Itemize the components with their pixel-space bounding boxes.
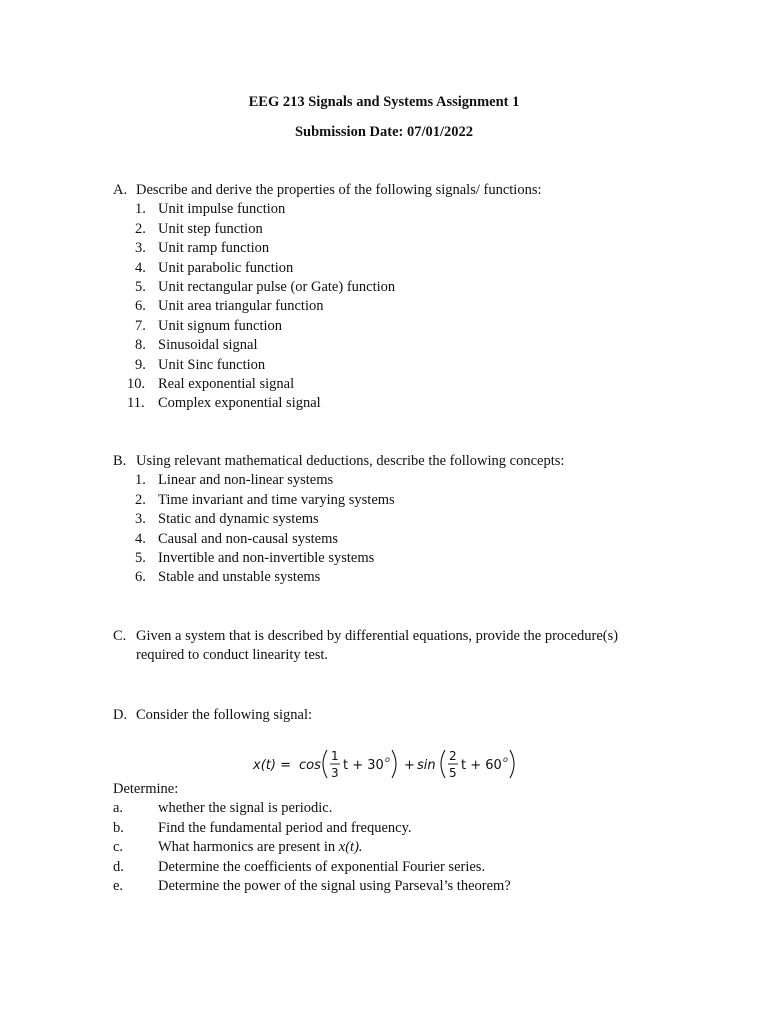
list-item bbox=[113, 530, 673, 549]
list-item bbox=[113, 375, 673, 394]
section-a-prompt: Describe and derive the properties of the following signals/ functions: bbox=[136, 182, 542, 198]
section-a bbox=[113, 181, 673, 414]
section-c-heading bbox=[113, 627, 673, 666]
item-text: Linear and non-linear systems bbox=[158, 472, 334, 489]
item-text: whether the signal is periodic. bbox=[158, 800, 333, 817]
frac2-numerator: 2 bbox=[449, 749, 457, 763]
equation-sin: sin bbox=[417, 758, 436, 773]
item-text: Real exponential signal bbox=[158, 376, 295, 393]
item-text: Unit area triangular function bbox=[158, 298, 324, 315]
section-c-prompt-line1: Given a system that is described by differential equations, provide the procedure(s) bbox=[136, 628, 619, 644]
section-d-letter: D. bbox=[113, 707, 128, 723]
list-item bbox=[113, 317, 673, 336]
list-item bbox=[113, 838, 673, 857]
list-item bbox=[113, 877, 673, 896]
item-letter: d. bbox=[113, 858, 124, 875]
item-text: Sinusoidal signal bbox=[158, 337, 258, 354]
equation-graphic bbox=[249, 744, 519, 784]
item-text: Unit Sinc function bbox=[158, 356, 266, 373]
determine-label: Determine: bbox=[113, 781, 179, 797]
submission-date: Submission Date: 07/01/2022 bbox=[294, 124, 474, 140]
item-text-italic: x(t). bbox=[338, 839, 363, 856]
section-b-heading bbox=[113, 452, 673, 471]
list-item bbox=[113, 510, 673, 529]
list-item bbox=[113, 259, 673, 278]
equation-cos: cos bbox=[299, 758, 321, 773]
item-text: Unit step function bbox=[158, 220, 263, 237]
term1-rest: t + 30 bbox=[343, 758, 384, 773]
list-item bbox=[113, 549, 673, 568]
section-c-prompt-line2: required to conduct linearity test. bbox=[136, 647, 329, 664]
item-number: 3. bbox=[135, 511, 146, 528]
section-a-heading bbox=[113, 181, 673, 200]
item-text: Unit impulse function bbox=[158, 201, 286, 218]
equation-plus: + bbox=[404, 758, 415, 773]
item-text: Stable and unstable systems bbox=[158, 569, 321, 586]
section-c bbox=[113, 627, 673, 666]
list-item bbox=[113, 819, 673, 838]
section-b bbox=[113, 452, 673, 588]
item-text: Static and dynamic systems bbox=[158, 511, 319, 528]
list-item bbox=[113, 858, 673, 877]
item-text: Determine the coefficients of exponential Fourier series. bbox=[158, 858, 486, 875]
section-d-prompt: Consider the following signal: bbox=[136, 707, 312, 723]
list-item bbox=[113, 278, 673, 297]
item-number: 1. bbox=[135, 472, 146, 489]
item-letter: e. bbox=[113, 878, 124, 895]
equation-lhs: x(t) = bbox=[253, 758, 291, 773]
item-letter: a. bbox=[113, 800, 124, 817]
item-text: Unit signum function bbox=[158, 317, 283, 334]
item-number: 4. bbox=[135, 530, 146, 547]
item-number: 2. bbox=[135, 220, 146, 237]
list-item bbox=[113, 568, 673, 587]
item-text: Time invariant and time varying systems bbox=[158, 491, 395, 508]
item-text: What harmonics are present in bbox=[158, 839, 339, 856]
item-text: Unit parabolic function bbox=[158, 259, 294, 276]
item-text: Find the fundamental period and frequency. bbox=[158, 819, 412, 836]
item-number: 11. bbox=[127, 395, 145, 412]
list-item bbox=[113, 239, 673, 258]
section-a-letter: A. bbox=[113, 182, 128, 198]
item-number: 10. bbox=[127, 376, 146, 393]
item-number: 7. bbox=[135, 317, 146, 334]
paren-open-2 bbox=[441, 750, 445, 778]
item-number: 9. bbox=[135, 356, 146, 373]
item-text: Complex exponential signal bbox=[158, 395, 321, 412]
section-d bbox=[113, 706, 673, 725]
item-number: 5. bbox=[135, 550, 146, 567]
paren-open-1 bbox=[323, 750, 327, 778]
section-d-determine bbox=[113, 780, 673, 896]
section-b-prompt: Using relevant mathematical deductions, describe the following concepts: bbox=[136, 453, 565, 469]
list-item bbox=[113, 297, 673, 316]
list-item bbox=[113, 394, 673, 413]
item-number: 8. bbox=[135, 337, 146, 354]
item-number: 1. bbox=[135, 201, 146, 218]
list-item bbox=[113, 471, 673, 490]
item-text: Unit rectangular pulse (or Gate) function bbox=[158, 279, 396, 296]
document-title: EEG 213 Signals and Systems Assignment 1 bbox=[248, 94, 520, 110]
frac1-numerator: 1 bbox=[331, 749, 339, 763]
term2-rest: t + 60 bbox=[461, 758, 502, 773]
item-number: 3. bbox=[135, 240, 146, 257]
paren-close-2 bbox=[510, 750, 514, 778]
degree-1: o bbox=[385, 755, 390, 764]
item-number: 6. bbox=[135, 569, 146, 586]
paren-close-1 bbox=[392, 750, 396, 778]
section-b-letter: B. bbox=[113, 453, 127, 469]
item-text: Causal and non-causal systems bbox=[158, 530, 339, 547]
section-c-letter: C. bbox=[113, 628, 127, 644]
list-item bbox=[113, 799, 673, 818]
list-item bbox=[113, 200, 673, 219]
item-number: 5. bbox=[135, 279, 146, 296]
frac2-denominator: 5 bbox=[449, 766, 457, 780]
item-text: Determine the power of the signal using Parseval’s theorem? bbox=[158, 878, 511, 895]
list-item bbox=[113, 220, 673, 239]
item-number: 4. bbox=[135, 259, 146, 276]
list-item bbox=[113, 336, 673, 355]
item-number: 6. bbox=[135, 298, 146, 315]
item-number: 2. bbox=[135, 491, 146, 508]
item-text: Unit ramp function bbox=[158, 240, 270, 257]
list-item bbox=[113, 356, 673, 375]
degree-2: o bbox=[503, 755, 508, 764]
item-letter: b. bbox=[113, 819, 124, 836]
frac1-denominator: 3 bbox=[331, 766, 339, 780]
section-d-heading bbox=[113, 706, 673, 725]
item-letter: c. bbox=[113, 839, 124, 856]
item-text: Invertible and non-invertible systems bbox=[158, 550, 375, 567]
list-item bbox=[113, 491, 673, 510]
